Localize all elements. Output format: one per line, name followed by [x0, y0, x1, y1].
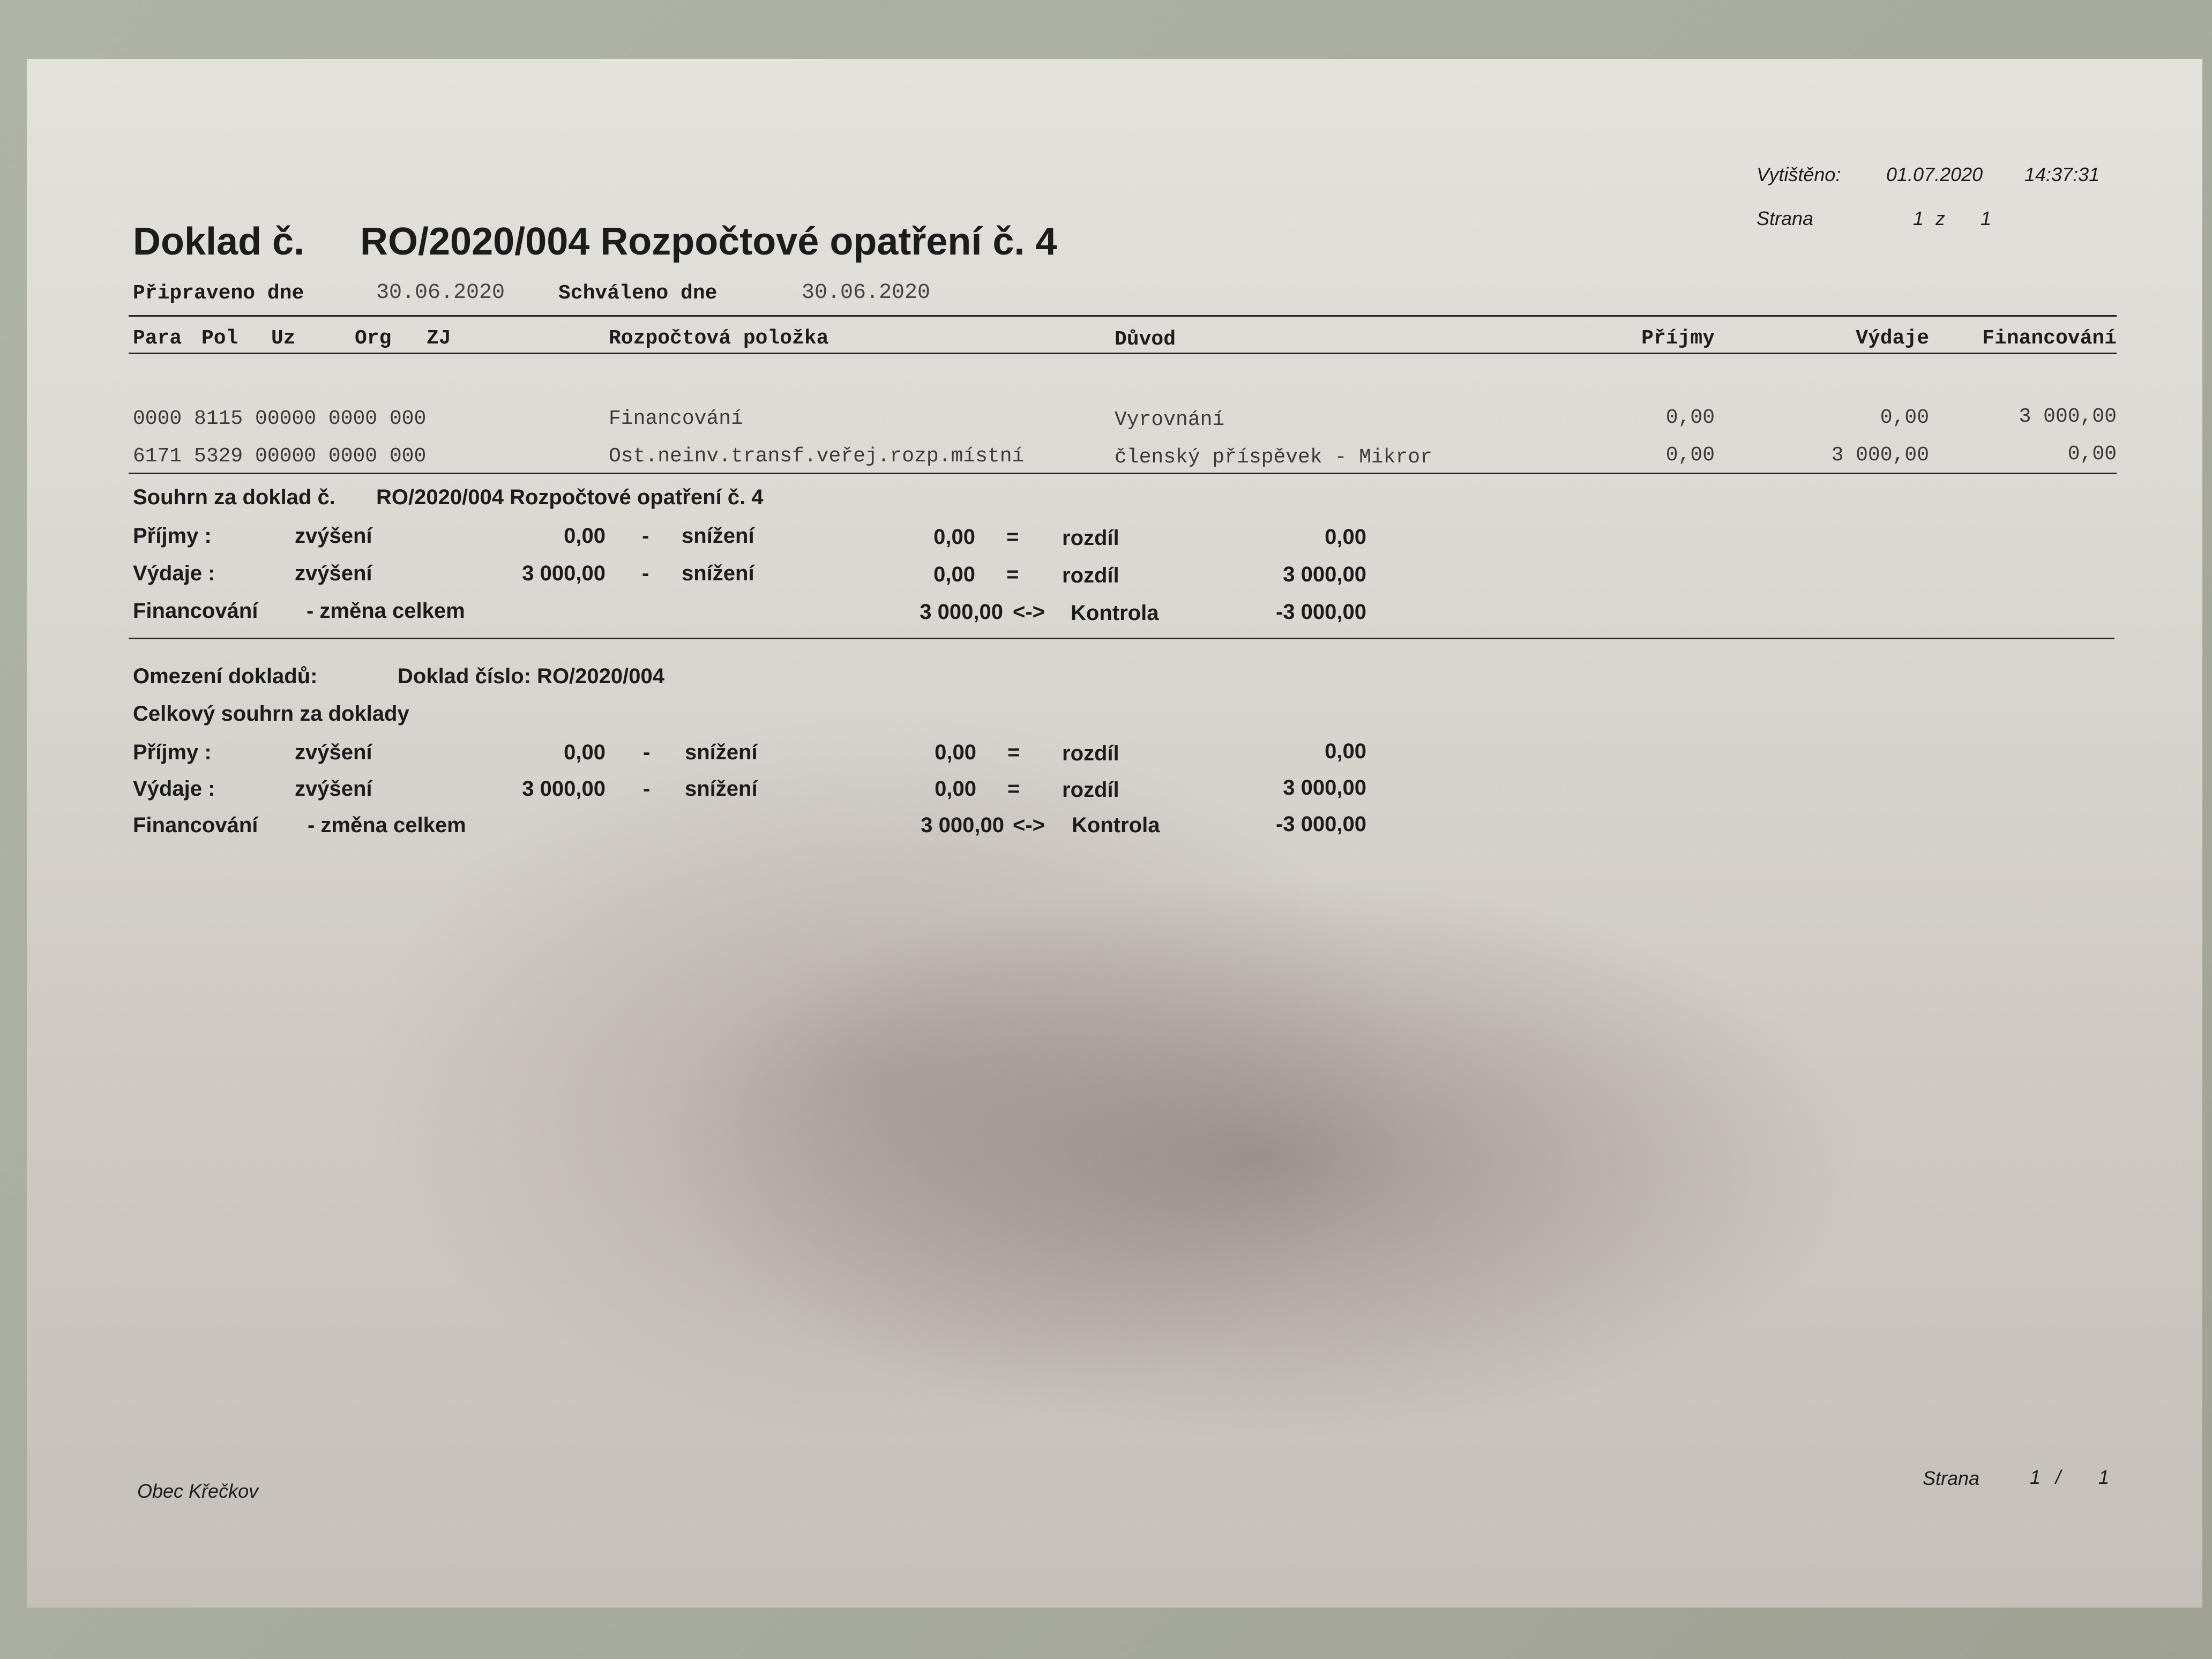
summary-label: Příjmy : — [133, 524, 212, 548]
row-income: 0,00 — [1665, 444, 1715, 467]
increase-label: zvýšení — [295, 562, 372, 585]
prepared-date: 30.06.2020 — [376, 281, 505, 305]
row-codes: 0000 8115 00000 0000 000 — [133, 407, 427, 430]
decrease-label: snížení — [682, 562, 754, 585]
table-bottom-rule — [129, 473, 2117, 474]
row-expense: 3 000,00 — [1831, 444, 1929, 467]
difference-value: 0,00 — [1325, 525, 1366, 549]
equals-sign: = — [1007, 741, 1020, 764]
increase-label: zvýšení — [295, 524, 372, 548]
row-reason: členský příspěvek - Mikror — [1115, 446, 1432, 469]
minus-sign: - — [643, 777, 651, 801]
increase-label: zvýšení — [295, 741, 372, 764]
summary-label: Výdaje : — [133, 562, 215, 585]
decrease-label: snížení — [685, 777, 758, 801]
footer-page-current: 1 — [2030, 1466, 2041, 1488]
minus-sign: - — [643, 741, 651, 764]
footer-organization: Obec Křečkov — [137, 1480, 259, 1502]
financing-change-label: - změna celkem — [307, 599, 465, 623]
decrease-value: 0,00 — [933, 563, 975, 586]
page-header-label: Strana — [1757, 207, 1814, 229]
page-header-sep: z — [1935, 207, 1945, 229]
page-header-total: 1 — [1981, 207, 1992, 229]
check-label: Kontrola — [1071, 601, 1159, 625]
difference-label: rozdíl — [1062, 526, 1119, 550]
equals-sign: = — [1006, 563, 1019, 586]
col-org: Org — [355, 327, 392, 350]
col-zj: ZJ — [427, 327, 451, 350]
row-codes: 6171 5329 00000 0000 000 — [133, 445, 427, 468]
summary-rule — [129, 638, 2114, 639]
check-label: Kontrola — [1072, 813, 1160, 837]
col-income: Příjmy — [1641, 327, 1715, 350]
printed-label: Vytištěno: — [1757, 163, 1841, 185]
printed-time: 14:37:31 — [2024, 163, 2100, 185]
financing-change-label: - změna celkem — [308, 813, 466, 837]
footer-page-sep: / — [2056, 1466, 2061, 1488]
col-financing: Financování — [1982, 327, 2117, 350]
minus-sign: - — [642, 562, 649, 585]
increase-value: 3 000,00 — [522, 777, 606, 801]
financing-label: Financování — [133, 599, 258, 623]
summary-label: Příjmy : — [133, 741, 212, 764]
limits-value: Doklad číslo: RO/2020/004 — [398, 664, 665, 688]
financing-value: 3 000,00 — [921, 813, 1004, 837]
arrow-symbol: <-> — [1013, 813, 1045, 837]
col-para: Para — [133, 327, 182, 350]
check-value: -3 000,00 — [1275, 812, 1366, 836]
minus-sign: - — [642, 524, 649, 548]
table-header-rule — [129, 353, 2117, 354]
difference-value: 3 000,00 — [1283, 563, 1366, 586]
increase-value: 0,00 — [564, 741, 606, 764]
financing-label: Financování — [133, 813, 258, 837]
difference-label: rozdíl — [1062, 778, 1119, 802]
col-pol: Pol — [201, 327, 238, 350]
equals-sign: = — [1007, 777, 1020, 801]
col-uz: Uz — [271, 327, 296, 350]
row-item: Financování — [609, 407, 743, 430]
increase-label: zvýšení — [295, 777, 372, 801]
difference-value: 0,00 — [1325, 739, 1366, 763]
decrease-value: 0,00 — [935, 741, 976, 764]
total-summary-title: Celkový souhrn za doklady — [133, 702, 409, 726]
decrease-value: 0,00 — [933, 525, 975, 549]
col-item: Rozpočtová položka — [609, 327, 829, 350]
increase-value: 0,00 — [564, 524, 606, 548]
summary-label: Výdaje : — [133, 777, 215, 801]
increase-value: 3 000,00 — [522, 562, 606, 585]
row-financing: 3 000,00 — [2019, 405, 2117, 428]
difference-value: 3 000,00 — [1283, 776, 1366, 799]
col-reason: Důvod — [1115, 328, 1176, 351]
row-item: Ost.neinv.transf.veřej.rozp.místní — [609, 445, 1025, 468]
prepared-label: Připraveno dne — [133, 282, 304, 305]
arrow-symbol: <-> — [1013, 600, 1045, 624]
summary-title-prefix: Souhrn za doklad č. — [133, 485, 335, 509]
row-expense: 0,00 — [1880, 406, 1929, 429]
financing-value: 3 000,00 — [920, 600, 1003, 624]
row-reason: Vyrovnání — [1115, 408, 1225, 431]
table-top-rule — [129, 315, 2117, 317]
equals-sign: = — [1006, 525, 1019, 549]
approved-label: Schváleno dne — [558, 282, 718, 305]
row-financing: 0,00 — [2067, 443, 2117, 466]
difference-label: rozdíl — [1062, 564, 1119, 587]
title-prefix: Doklad č. — [133, 220, 305, 263]
difference-label: rozdíl — [1062, 742, 1119, 765]
approved-date: 30.06.2020 — [802, 281, 931, 305]
document-title: RO/2020/004 Rozpočtové opatření č. 4 — [360, 220, 1057, 263]
col-expense: Výdaje — [1856, 327, 1929, 350]
row-income: 0,00 — [1665, 406, 1715, 429]
decrease-value: 0,00 — [935, 777, 976, 801]
decrease-label: snížení — [685, 741, 758, 764]
check-value: -3 000,00 — [1275, 600, 1366, 624]
page-header-current: 1 — [1913, 207, 1924, 229]
document-sheet — [27, 59, 2202, 1608]
decrease-label: snížení — [682, 524, 754, 548]
limits-label: Omezení dokladů: — [133, 664, 318, 688]
summary-title-doc: RO/2020/004 Rozpočtové opatření č. 4 — [376, 485, 764, 509]
footer-page-label: Strana — [1923, 1467, 1980, 1489]
footer-page-total: 1 — [2098, 1466, 2110, 1488]
printed-date: 01.07.2020 — [1886, 163, 1983, 185]
